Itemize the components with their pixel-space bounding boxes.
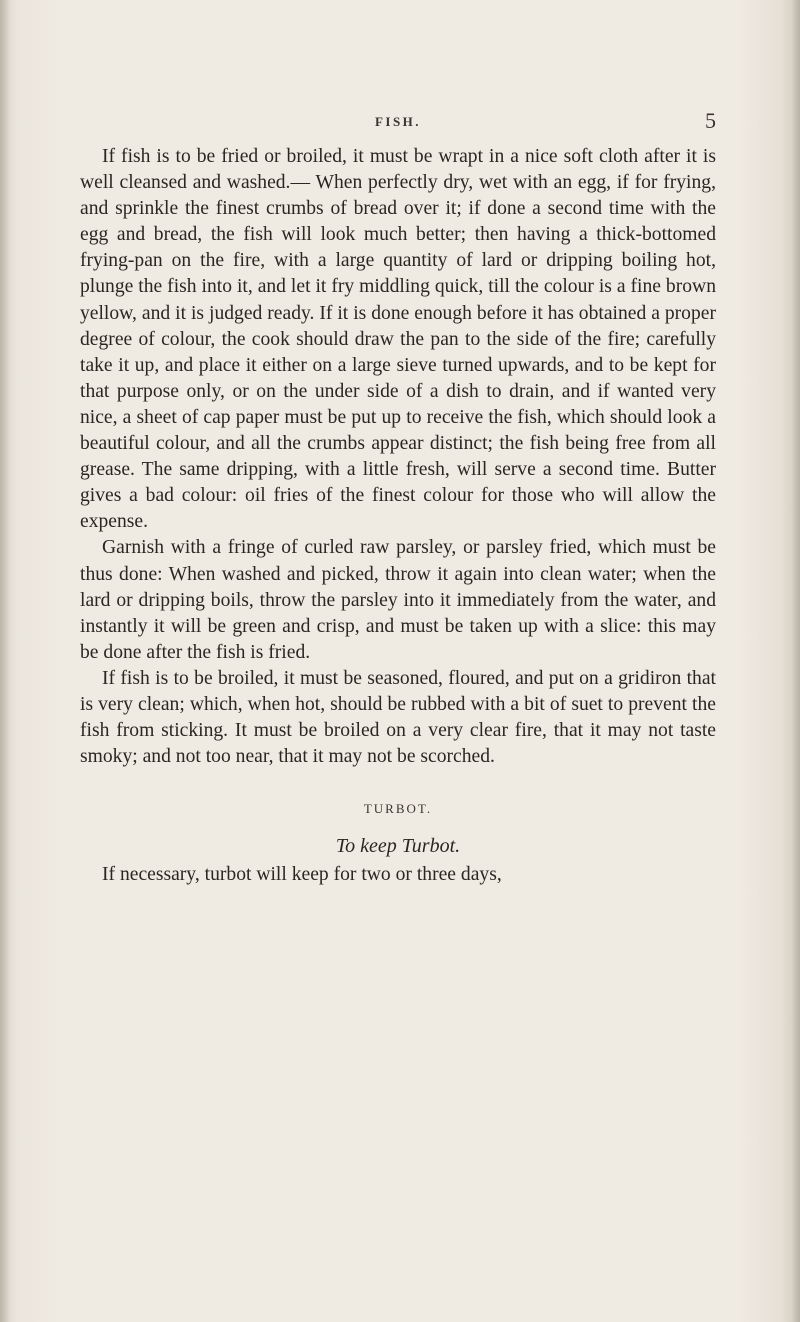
paragraph-garnish: Garnish with a fringe of curled raw parsley, or parsley fried, which must be thus done: When washed and picked, throw it again into clean water; when the lard or dripping boils, throw the parsley into it immediately from the water, and instantly it will be green and crisp, and must be taken up with a slice: this may be done after the fish is fried. [80,537,716,663]
paragraph-broiling: If fish is to be broiled, it must be seasoned, floured, and put on a gridiron that is very clean; which, when hot, should be rubbed with a bit of suet to prevent the fish from sticking. It must be broiled on a very clear fire, that it may not taste smoky; and not too near, that it may not be scorched. [80,667,716,768]
page-gutter-shadow [0,0,10,1322]
section-heading: TURBOT. [363,801,433,817]
page-body [80,144,716,888]
page-number: 5 [705,108,716,133]
page-edge-shadow [792,0,800,1322]
running-head: FISH. [374,114,422,129]
section-subheading: To keep Turbot. [335,835,461,858]
paragraph-turbot: If necessary, turbot will keep for two or three days, [102,864,502,886]
page-header [80,108,716,138]
paragraph-frying: If fish is to be fried or broiled, it must be wrapt in a nice soft cloth after it is well cleansed and washed.— When perfectly dry, wet with an egg, if for frying, and sprinkle the finest crumbs of bread over it; if done a second time with the egg and bread, the fish will look much better; then having a thick-bottomed frying-pan on the fire, with a large quantity of lard or dripping boiling hot, plunge the fish into it, and let it fry middling quick, till the colour is a fine brown yellow, and it is judged ready. If it is done enough before it has obtained a proper degree of colour, the cook should draw the pan to the side of the fire; carefully take it up, and place it either on a large sieve turned upwards, and to be kept for that purpose only, or on the under side of a dish to drain, and if wanted very nice, a sheet of cap paper must be put up to receive the fish, which should look a beautiful colour, and all the crumbs appear distinct; the fish being free from all grease. The same dripping, with a little fresh, will serve a second time. Butter gives a bad colour: oil fries of the finest colour for those who will allow the expense. [80,146,716,533]
